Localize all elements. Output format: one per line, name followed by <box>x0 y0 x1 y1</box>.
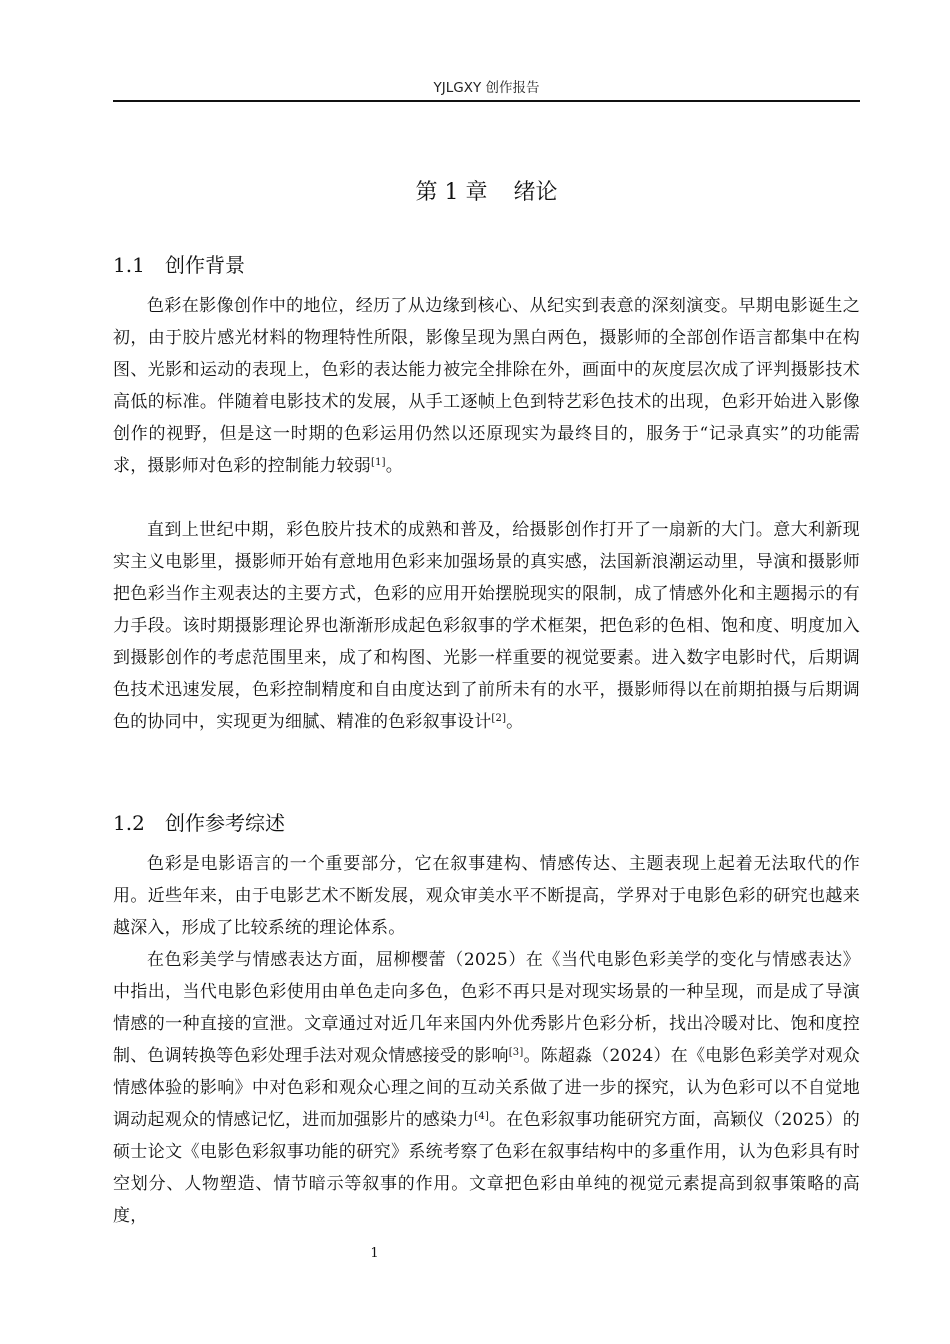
chapter-number: 第 1 章 <box>415 180 488 205</box>
citation: [4] <box>474 1111 490 1122</box>
body-paragraph <box>113 290 860 482</box>
section-number: 1.2 <box>113 811 145 835</box>
citation: [2] <box>491 713 507 724</box>
paragraph-text: 在色彩美学与情感表达方面，屈柳樱蕾（2025）在《当代电影色彩美学的变化与情感表达》中指出，当代电影色彩使用由单色走向多色，色彩不再只是对现实场景的一种呈现，而是成了导演情感的一种直接的宣泄。文章通过对近几年来国内外优秀影片色彩分析，找出冷暖对比、饱和度控制、色调转换等色彩处理手法对观众情感接受的影响 <box>113 950 860 1066</box>
body-paragraph <box>113 514 860 738</box>
paragraph-text: 。陈超淼（2024）在《电影色彩美学对观众情感体验的影响》中对色彩和观众心理之间的互动关系做了进一步的探究，认为色彩可以不自觉地调动起观众的情感记忆，进而加强影片的感染力 <box>113 1046 860 1130</box>
paragraph-text: 。 <box>385 456 403 476</box>
section-heading <box>113 808 285 838</box>
body-paragraph <box>113 944 860 1232</box>
citation: [1] <box>371 457 386 468</box>
page-number: 1 <box>370 1246 379 1261</box>
paragraph-text: 。在色彩叙事功能研究方面，高颖仪（2025）的硕士论文《电影色彩叙事功能的研究》系统考察了色彩在叙事结构中的多重作用，认为色彩具有时空划分、人物塑造、情节暗示等叙事的作用。文章把色彩由单纯的视觉元素提高到叙事策略的高度， <box>113 1110 860 1226</box>
paragraph-text: 色彩是电影语言的一个重要部分，它在叙事建构、情感传达、主题表现上起着无法取代的作用。近些年来，由于电影艺术不断发展，观众审美水平不断提高，学界对于电影色彩的研究也越来越深入，形成了比较系统的理论体系。 <box>113 854 860 938</box>
running-header: YJLGXY 创作报告 <box>433 80 540 96</box>
citation: [3] <box>508 1047 524 1058</box>
paragraph-text: 色彩在影像创作中的地位，经历了从边缘到核心、从纪实到表意的深刻演变。早期电影诞生之初，由于胶片感光材料的物理特性所限，影像呈现为黑白两色，摄影师的全部创作语言都集中在构图、光影和运动的表现上，色彩的表达能力被完全排除在外，画面中的灰度层次成了评判摄影技术高低的标准。伴随着电影技术的发展，从手工逐帧上色到特艺彩色技术的出现，色彩开始进入影像创作的视野，但是这一时期的色彩运用仍然以还原现实为最终目的，服务于“记录真实”的功能需求，摄影师对色彩的控制能力较弱 <box>113 296 860 476</box>
chapter-name: 绪论 <box>513 180 558 205</box>
chapter-title <box>113 176 860 210</box>
section-number: 1.1 <box>113 253 145 277</box>
paragraph-text: 。 <box>506 712 524 732</box>
body-paragraph <box>113 848 860 944</box>
paragraph-text: 直到上世纪中期，彩色胶片技术的成熟和普及，给摄影创作打开了一扇新的大门。意大利新现实主义电影里，摄影师开始有意地用色彩来加强场景的真实感，法国新浪潮运动里，导演和摄影师把色彩当作主观表达的主要方式，色彩的应用开始摆脱现实的限制，成了情感外化和主题揭示的有力手段。该时期摄影理论界也渐渐形成起色彩叙事的学术框架，把色彩的色相、饱和度、明度加入到摄影创作的考虑范围里来，成了和构图、光影一样重要的视觉要素。进入数字电影时代，后期调色技术迅速发展，色彩控制精度和自由度达到了前所未有的水平，摄影师得以在前期拍摄与后期调色的协同中，实现更为细腻、精准的色彩叙事设计 <box>113 520 860 732</box>
header-rule <box>113 100 860 102</box>
section-heading <box>113 250 245 280</box>
section-title: 创作背景 <box>165 253 245 277</box>
section-title: 创作参考综述 <box>165 811 285 835</box>
